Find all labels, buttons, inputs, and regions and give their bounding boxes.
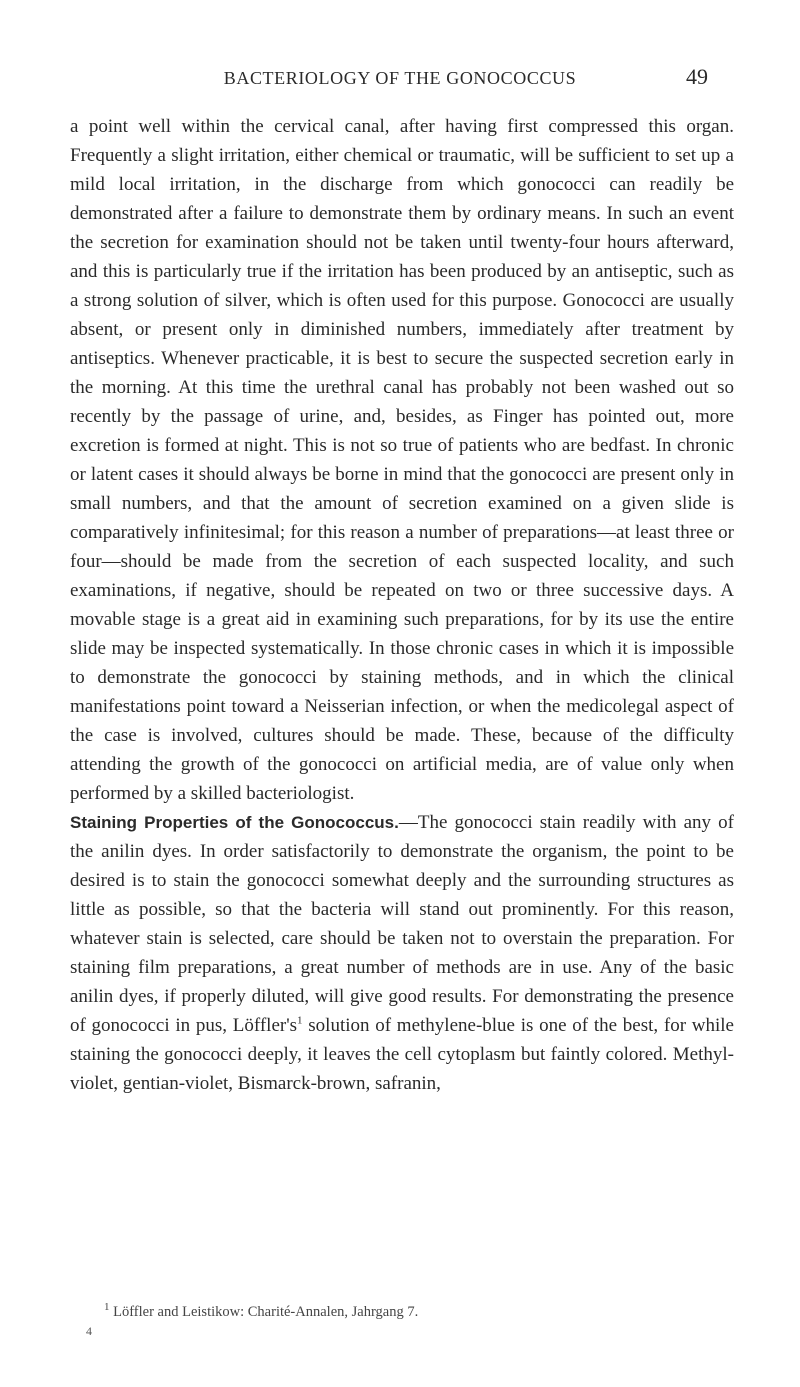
body-text [70, 112, 734, 1098]
footnote-marker: 1 [104, 1301, 110, 1314]
footnote [104, 1301, 744, 1321]
paragraph-text-part1: —The gonococci stain readily with any of the anilin dyes. In order satisfactorily to demonstrate the organism, the point to be desired is to stain the gonococci somewhat deeply and the surrounding structures as little as possible, so that the bacteria will stand out prominently. For this reason, whatever stain is selected, care should be taken not to overstain the preparation. For staining film preparations, a great number of methods are in use. Any of the basic anilin dyes, if properly diluted, will give good results. For demonstrating the presence of gonococci in pus, Löffler's [70, 812, 734, 1036]
section-heading: Staining Properties of the Gonococcus. [70, 813, 399, 832]
signature-mark: 4 [86, 1324, 92, 1338]
page-header [0, 62, 800, 92]
paragraph-cervical-canal: a point well within the cervical canal, after having first compressed this organ. Frequently a slight irritation, either chemical or traumatic, will be sufficient to set up a mild local irritation, in the discharge from which gonococci can readily be demonstrated after a failure to demonstrate them by ordinary means. In such an event the secretion for examination should not be taken until twenty-four hours afterward, and this is particularly true if the irritation has been produced by an antiseptic, such as a strong solution of silver, which is often used for this purpose. Gonococci are usually absent, or present only in diminished numbers, immediately after treatment by antiseptics. Whenever practicable, it is best to secure the suspected secretion early in the morning. At this time the urethral canal has probably not been washed out so recently by the passage of urine, and, besides, as Finger has pointed out, more excretion is formed at night. This is not so true of patients who are bedfast. In chronic or latent cases it should always be borne in mind that the gonococci are present only in small numbers, and that the amount of secretion examined on a given slide is comparatively infinitesimal; for this reason a number of preparations—at least three or four—should be made from the secretion of each suspected locality, and such examinations, if negative, should be repeated on two or three successive days. A movable stage is a great aid in examining such preparations, for by its use the entire slide may be inspected systematically. In those chronic cases in which it is impossible to demonstrate the gonococci by staining methods, and in which the clinical manifestations point toward a Neisserian infection, or when the medicolegal aspect of the case is involved, cultures should be made. These, because of the difficulty attending the growth of the gonococci on artificial media, are of value only when performed by a skilled bacteriologist. [70, 116, 734, 804]
page-number: 49 [686, 64, 708, 89]
footnote-reference: 1 [297, 1014, 303, 1027]
footnote-text: Löffler and Leistikow: Charité-Annalen, Jahrgang 7. [109, 1304, 419, 1320]
paragraph-text-part2: solution of methylene-blue is one of the best, for while staining the gonococci deeply, it leaves the cell cytoplasm but faintly colored. Methyl-violet, gentian-violet, Bismarck-brown, safranin, [70, 1015, 734, 1094]
paragraph-staining-properties [70, 808, 734, 1098]
running-head: BACTERIOLOGY OF THE GONOCOCCUS [223, 68, 577, 88]
